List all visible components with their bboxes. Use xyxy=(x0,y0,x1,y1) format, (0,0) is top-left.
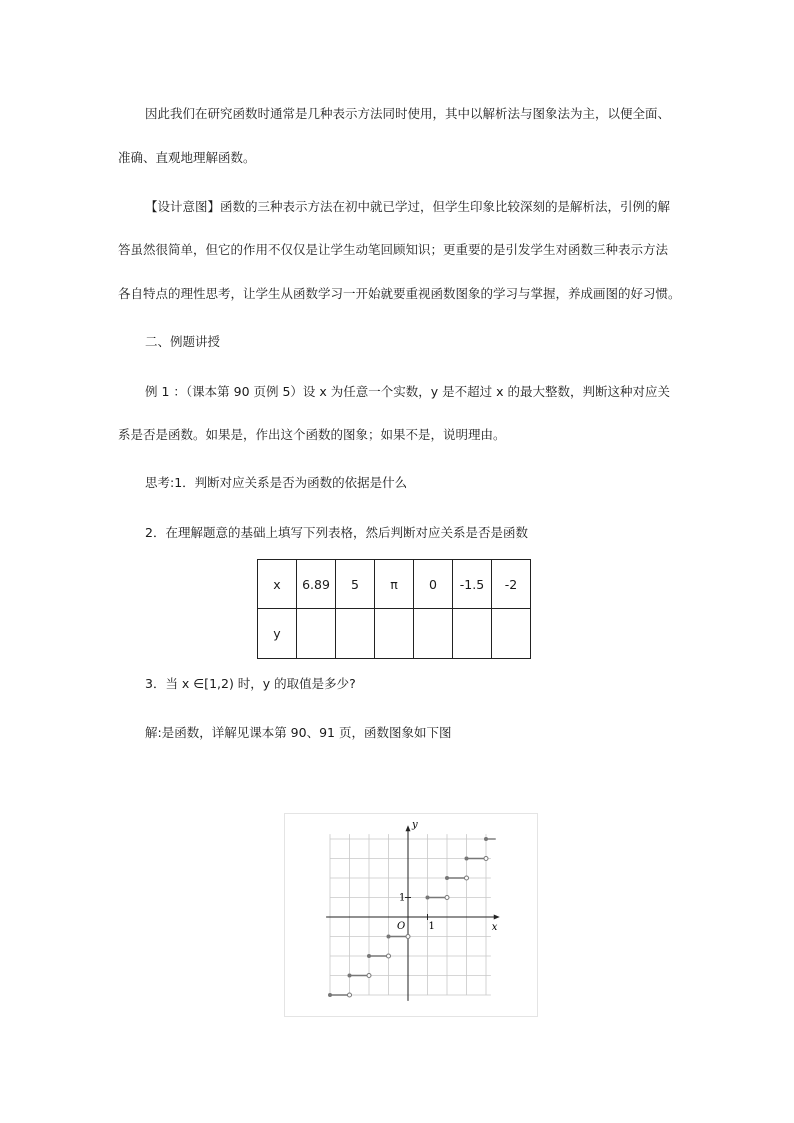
table-cell xyxy=(414,609,453,659)
section-title: 二、例题讲授 xyxy=(145,334,221,349)
closed-endpoint xyxy=(445,876,449,880)
graph-svg xyxy=(285,814,537,1016)
x-tick-label: 1 xyxy=(428,921,435,932)
table-cell: -1.5 xyxy=(453,560,492,609)
y-axis-label: y xyxy=(412,819,418,831)
x-axis-arrow xyxy=(494,915,500,920)
table-row-x xyxy=(258,560,531,609)
design-intent-line: 答虽然很简单，但它的作用不仅仅是让学生动笔回顾知识；更重要的是引发学生对函数三种表示方法 xyxy=(118,242,669,257)
closed-endpoint xyxy=(484,837,488,841)
table-cell: 5 xyxy=(336,560,375,609)
open-endpoint xyxy=(406,935,410,939)
closed-endpoint xyxy=(348,974,352,978)
example-line: 例 1 ：（课本第 90 页例 5）设 x 为任意一个实数，y 是不超过 x 的最大整数，判断这种对应关 xyxy=(145,384,670,399)
closed-endpoint xyxy=(426,896,430,900)
x-axis-label: x xyxy=(491,922,498,933)
closed-endpoint xyxy=(367,954,371,958)
table-cell: 6.89 xyxy=(297,560,336,609)
design-intent-line: 各自特点的理性思考，让学生从函数学习一开始就要重视函数图象的学习与掌握，养成画图的好习惯。 xyxy=(118,286,681,301)
table-cell xyxy=(492,609,531,659)
paragraph-line: 因此我们在研究函数时通常是几种表示方法同时使用，其中以解析法与图象法为主，以便全面、 xyxy=(145,106,671,121)
thinking-question-2: 2．在理解题意的基础上填写下列表格，然后判断对应关系是否是函数 xyxy=(145,525,528,540)
open-endpoint xyxy=(484,857,488,861)
value-table xyxy=(257,559,531,659)
open-endpoint xyxy=(367,974,371,978)
axes xyxy=(326,825,500,1001)
thinking-question-3: 3．当 x ∈[1,2) 时，y 的取值是多少? xyxy=(145,676,356,691)
open-endpoint xyxy=(465,876,469,880)
floor-function-graph xyxy=(284,813,538,1017)
table-cell xyxy=(336,609,375,659)
open-endpoint xyxy=(445,896,449,900)
y-tick-label: 1 xyxy=(399,892,406,904)
design-intent-line: 【设计意图】函数的三种表示方法在初中就已学过，但学生印象比较深刻的是解析法，引例的解 xyxy=(145,199,671,214)
origin-label: O xyxy=(397,921,406,932)
table-cell: y xyxy=(258,609,297,659)
table-cell: π xyxy=(375,560,414,609)
table-cell xyxy=(453,609,492,659)
closed-endpoint xyxy=(328,993,332,997)
y-axis-arrow xyxy=(406,825,411,831)
open-endpoint xyxy=(348,993,352,997)
closed-endpoint xyxy=(387,935,391,939)
paragraph-line: 准确、直观地理解函数。 xyxy=(118,150,256,165)
closed-endpoint xyxy=(465,857,469,861)
table-cell: x xyxy=(258,560,297,609)
example-line: 系是否是函数。如果是，作出这个函数的图象；如果不是，说明理由。 xyxy=(118,427,506,442)
table-cell: -2 xyxy=(492,560,531,609)
thinking-question-1: 思考:1．判断对应关系是否为函数的依据是什么 xyxy=(145,475,408,490)
solution-text: 解:是函数，详解见课本第 90、91 页，函数图象如下图 xyxy=(145,725,452,740)
table-row-y xyxy=(258,609,531,659)
table-cell xyxy=(297,609,336,659)
open-endpoint xyxy=(387,954,391,958)
table-cell: 0 xyxy=(414,560,453,609)
table-cell xyxy=(375,609,414,659)
